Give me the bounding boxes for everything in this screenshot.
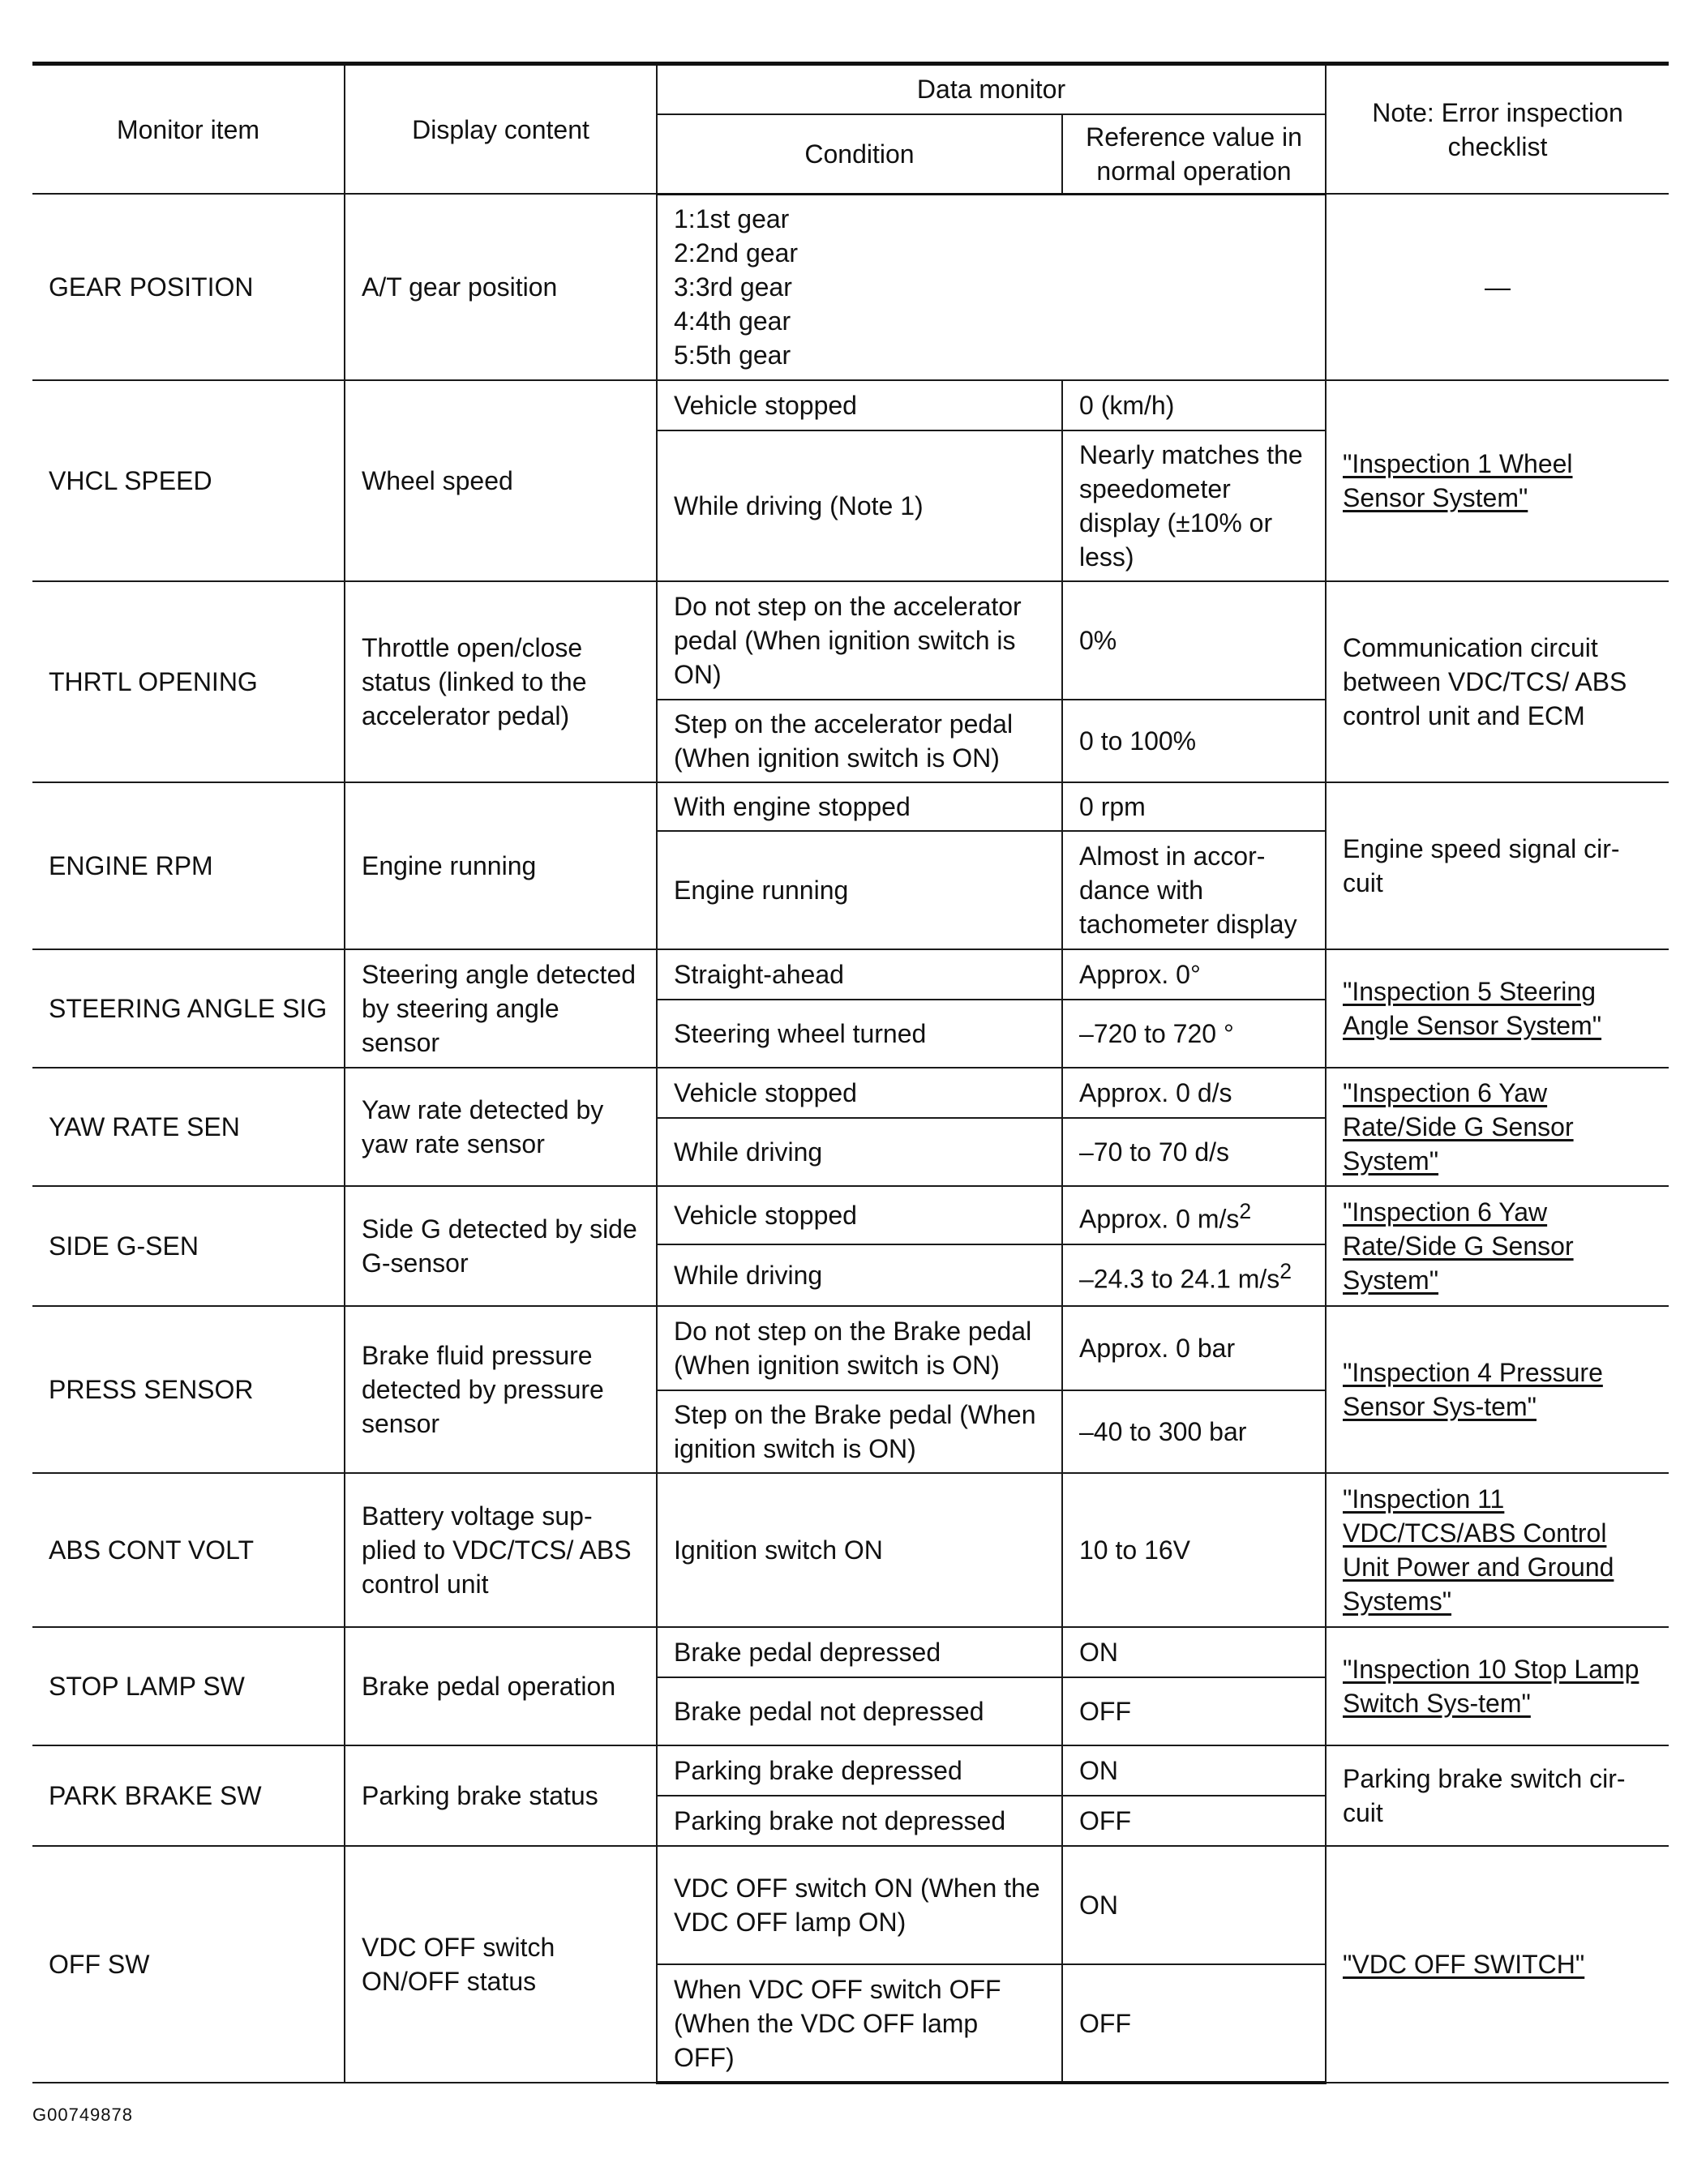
note-cell <box>1326 949 1669 1068</box>
condition-cell: Do not step on the accelerator pedal (When ignition switch is ON) <box>657 581 1062 700</box>
monitor-table-sheet <box>32 62 1669 2084</box>
condition-cell: Vehicle stopped <box>657 1068 1062 1118</box>
table-row <box>32 380 1669 430</box>
reference-cell: Approx. 0 bar <box>1062 1306 1326 1390</box>
note-cell <box>1326 1186 1669 1306</box>
condition-cell: Engine running <box>657 831 1062 949</box>
condition-cell: Step on the accelerator pedal (When ignition switch is ON) <box>657 700 1062 782</box>
table-row <box>32 1306 1669 1390</box>
condition-cell: Vehicle stopped <box>657 380 1062 430</box>
header-data-monitor: Data monitor <box>657 64 1326 114</box>
monitor-item: VHCL SPEED <box>32 380 345 581</box>
monitor-item: YAW RATE SEN <box>32 1068 345 1186</box>
table-row <box>32 581 1669 700</box>
display-content: Brake fluid pressure detected by pressure sensor <box>345 1306 657 1473</box>
data-monitor-table <box>32 62 1669 2084</box>
table-row <box>32 194 1669 380</box>
condition-cell: With engine stopped <box>657 782 1062 831</box>
monitor-item: ABS CONT VOLT <box>32 1473 345 1627</box>
reference-cell: OFF <box>1062 1677 1326 1745</box>
header-note: Note: Error inspection checklist <box>1326 64 1669 195</box>
reference-value: Approx. 0 m/s <box>1079 1204 1240 1234</box>
condition-cell: Brake pedal not depressed <box>657 1677 1062 1745</box>
reference-cell <box>1062 1244 1326 1306</box>
condition-cell: Parking brake depressed <box>657 1745 1062 1796</box>
display-content: Yaw rate detected by yaw rate sensor <box>345 1068 657 1186</box>
note-cell <box>1326 1627 1669 1745</box>
reference-cell: OFF <box>1062 1796 1326 1846</box>
header-monitor-item: Monitor item <box>32 64 345 195</box>
figure-id: G00749878 <box>32 2105 133 2125</box>
reference-cell: ON <box>1062 1627 1326 1677</box>
inspection-link[interactable]: "Inspection 5 Steering Angle Sensor System" <box>1343 977 1602 1040</box>
condition-cell: VDC OFF switch ON (When the VDC OFF lamp ON) <box>657 1846 1062 1964</box>
note-cell <box>1326 380 1669 581</box>
display-content: Wheel speed <box>345 380 657 581</box>
reference-cell: OFF <box>1062 1964 1326 2083</box>
monitor-item: GEAR POSITION <box>32 194 345 380</box>
table-row <box>32 1627 1669 1677</box>
condition-cell: Step on the Brake pedal (When ignition switch is ON) <box>657 1390 1062 1473</box>
condition-cell: While driving <box>657 1244 1062 1306</box>
display-content: Battery voltage sup-plied to VDC/TCS/ ABS control unit <box>345 1473 657 1627</box>
reference-cell: –70 to 70 d/s <box>1062 1118 1326 1186</box>
table-row <box>32 949 1669 1000</box>
reference-cell: 0 to 100% <box>1062 700 1326 782</box>
display-content: Steering angle detected by steering angle sensor <box>345 949 657 1068</box>
condition-cell: Ignition switch ON <box>657 1473 1062 1627</box>
reference-cell: 0% <box>1062 581 1326 700</box>
reference-cell <box>1062 1186 1326 1244</box>
reference-exponent: 2 <box>1279 1259 1292 1284</box>
gear-values: 1:1st gear 2:2nd gear 3:3rd gear 4:4th gear 5:5th gear <box>657 194 1326 380</box>
display-content: A/T gear position <box>345 194 657 380</box>
condition-cell: Parking brake not depressed <box>657 1796 1062 1846</box>
monitor-item: ENGINE RPM <box>32 782 345 949</box>
vdc-off-switch-link[interactable]: "VDC OFF SWITCH" <box>1343 1950 1585 1979</box>
condition-cell: Brake pedal depressed <box>657 1627 1062 1677</box>
note-cell: Parking brake switch cir-cuit <box>1326 1745 1669 1846</box>
inspection-link[interactable]: "Inspection 11 VDC/TCS/ABS Control Unit Power and Ground Systems" <box>1343 1484 1614 1616</box>
table-row <box>32 1473 1669 1627</box>
monitor-item: PRESS SENSOR <box>32 1306 345 1473</box>
monitor-item: THRTL OPENING <box>32 581 345 782</box>
reference-cell: ON <box>1062 1745 1326 1796</box>
note-cell: — <box>1326 194 1669 380</box>
note-cell <box>1326 1068 1669 1186</box>
reference-cell: 0 rpm <box>1062 782 1326 831</box>
note-cell: Communication circuit between VDC/TCS/ ABS control unit and ECM <box>1326 581 1669 782</box>
reference-cell: Approx. 0° <box>1062 949 1326 1000</box>
reference-cell: Approx. 0 d/s <box>1062 1068 1326 1118</box>
table-row <box>32 1745 1669 1796</box>
reference-cell: –720 to 720 ° <box>1062 1000 1326 1068</box>
condition-cell: While driving (Note 1) <box>657 430 1062 581</box>
header-display-content: Display content <box>345 64 657 195</box>
display-content: Parking brake status <box>345 1745 657 1846</box>
note-cell: Engine speed signal cir-cuit <box>1326 782 1669 949</box>
inspection-link[interactable]: "Inspection 6 Yaw Rate/Side G Sensor System" <box>1343 1197 1574 1295</box>
condition-cell: Steering wheel turned <box>657 1000 1062 1068</box>
inspection-link[interactable]: "Inspection 6 Yaw Rate/Side G Sensor System" <box>1343 1078 1574 1176</box>
table-row <box>32 1186 1669 1244</box>
monitor-item: STEERING ANGLE SIG <box>32 949 345 1068</box>
monitor-item: OFF SW <box>32 1846 345 2083</box>
condition-cell: While driving <box>657 1118 1062 1186</box>
inspection-link[interactable]: "Inspection 10 Stop Lamp Switch Sys-tem" <box>1343 1655 1639 1718</box>
condition-cell: Do not step on the Brake pedal (When ignition switch is ON) <box>657 1306 1062 1390</box>
table-row <box>32 1068 1669 1118</box>
monitor-item: SIDE G-SEN <box>32 1186 345 1306</box>
table-row <box>32 1846 1669 1964</box>
note-cell <box>1326 1473 1669 1627</box>
reference-cell: 0 (km/h) <box>1062 380 1326 430</box>
reference-cell: ON <box>1062 1846 1326 1964</box>
display-content: VDC OFF switch ON/OFF status <box>345 1846 657 2083</box>
reference-exponent: 2 <box>1239 1199 1252 1224</box>
condition-cell: Vehicle stopped <box>657 1186 1062 1244</box>
condition-cell: When VDC OFF switch OFF (When the VDC OFF lamp OFF) <box>657 1964 1062 2083</box>
display-content: Throttle open/close status (linked to the accelerator pedal) <box>345 581 657 782</box>
reference-cell: –40 to 300 bar <box>1062 1390 1326 1473</box>
table-row <box>32 782 1669 831</box>
condition-cell: Straight-ahead <box>657 949 1062 1000</box>
reference-cell: 10 to 16V <box>1062 1473 1326 1627</box>
reference-value: –24.3 to 24.1 m/s <box>1079 1264 1280 1294</box>
inspection-link[interactable]: "Inspection 4 Pressure Sensor Sys-tem" <box>1343 1358 1603 1421</box>
note-cell <box>1326 1306 1669 1473</box>
display-content: Side G detected by side G-sensor <box>345 1186 657 1306</box>
header-condition: Condition <box>657 114 1062 195</box>
monitor-item: PARK BRAKE SW <box>32 1745 345 1846</box>
reference-cell: Nearly matches the speedometer display (±10% or less) <box>1062 430 1326 581</box>
monitor-item: STOP LAMP SW <box>32 1627 345 1745</box>
reference-cell: Almost in accor-dance with tachometer display <box>1062 831 1326 949</box>
header-reference-value: Reference value in normal operation <box>1062 114 1326 195</box>
inspection-link[interactable]: "Inspection 1 Wheel Sensor System" <box>1343 449 1573 512</box>
display-content: Brake pedal operation <box>345 1627 657 1745</box>
display-content: Engine running <box>345 782 657 949</box>
note-cell <box>1326 1846 1669 2083</box>
